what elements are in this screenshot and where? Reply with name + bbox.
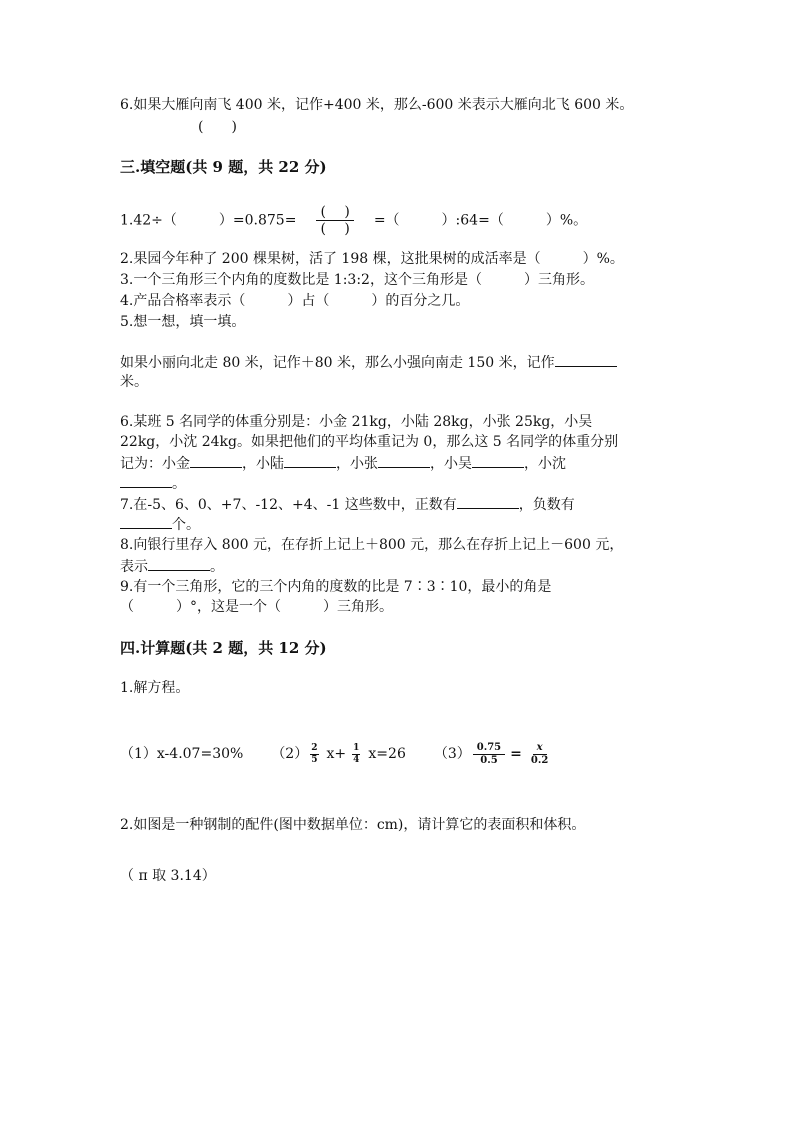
- fill-q1-part-a: 1.42÷（ ）=0.875=: [120, 212, 297, 229]
- judge-question-6: 6.如果大雁向南飞 400 米，记作+400 米，那么-600 米表示大雁向北飞 600 米。: [120, 97, 634, 113]
- fill-question-5: 5.想一想，填一填。: [120, 314, 246, 330]
- fill-q6-xiaozhang: ，小张: [336, 456, 378, 472]
- equation-3-fraction-2: [527, 742, 552, 767]
- eq2-f1-numerator: 2: [311, 742, 318, 753]
- fill-question-9-line-2: （ ）°，这是一个（ ）三角形。: [120, 599, 393, 615]
- equation-2-fraction-1: [310, 743, 318, 766]
- fill-q7-negative: ，负数有: [518, 497, 575, 513]
- equation-3-equals: =: [510, 746, 522, 762]
- eq2-f1-denominator: 5: [311, 754, 318, 765]
- equation-3-label: （3）: [433, 746, 471, 762]
- answer-blank[interactable]: [148, 556, 210, 571]
- equation-2-end: x=26: [368, 746, 406, 762]
- fill-q5-body: [120, 352, 617, 373]
- fill-q5-unit: 米。: [120, 374, 148, 390]
- section-3-title: 三.填空题(共 9 题，共 22 分): [120, 158, 327, 176]
- fill-q7-text: 7.在-5、6、0、+7、-12、+4、-1 这些数中，正数有: [120, 497, 457, 513]
- equation-1: （1）x-4.07=30%: [120, 746, 244, 762]
- calc-question-1: 1.解方程。: [120, 680, 190, 696]
- fill-question-6-line-1: 6.某班 5 名同学的体重分别是：小金 21kg，小陆 28kg，小张 25kg，小吴: [120, 414, 593, 430]
- fill-question-4: 4.产品合格率表示（ ）占（ ）的百分之几。: [120, 293, 470, 309]
- fill-q6-end: 。: [172, 476, 186, 492]
- answer-blank[interactable]: [457, 494, 519, 509]
- eq3-f2-numerator: x: [533, 742, 547, 755]
- answer-blank[interactable]: [284, 453, 336, 468]
- fill-question-3: 3.一个三角形三个内角的度数比是 1:3:2，这个三角形是（ ）三角形。: [120, 272, 594, 288]
- fill-q8-text: 表示: [120, 559, 148, 575]
- calc-question-2: 2.如图是一种钢制的配件(图中数据单位：cm)，请计算它的表面积和体积。: [120, 817, 586, 833]
- fill-question-6-line-3: [120, 453, 566, 474]
- equations-row: [120, 740, 554, 768]
- answer-blank[interactable]: [555, 352, 617, 367]
- fill-question-6-line-4: [120, 473, 186, 494]
- fill-question-9-line-1: 9.有一个三角形，它的三个内角的度数的比是 7∶3∶10，最小的角是: [120, 579, 552, 595]
- equation-2-fraction-2: [352, 743, 360, 766]
- fill-question-7-line-1: [120, 494, 575, 515]
- fill-q6-xiaojin: 记为：小金: [120, 456, 190, 472]
- fill-question-7-line-2: [120, 514, 200, 535]
- fill-q5-text: 如果小丽向北走 80 米，记作＋80 米，那么小强向南走 150 米，记作: [120, 355, 555, 371]
- fill-q1-denominator: ( ): [320, 221, 350, 237]
- equation-2-label: （2）: [271, 746, 309, 762]
- fill-q1-numerator: ( ): [316, 204, 353, 221]
- section-4-title: 四.计算题(共 2 题，共 12 分): [120, 639, 327, 657]
- fill-q8-end: 。: [210, 559, 224, 575]
- equation-3-fraction-1: [473, 742, 505, 767]
- fill-question-6-line-2: 22kg，小沈 24kg。如果把他们的平均体重记为 0，那么这 5 名同学的体重分别: [120, 434, 619, 450]
- fill-question-1: [120, 204, 587, 237]
- fill-q1-part-b: =（ ）:64=（ ）%。: [373, 212, 588, 229]
- judge-answer-paren: ( ): [198, 119, 237, 135]
- fill-question-8-line-2: [120, 556, 224, 577]
- answer-blank[interactable]: [120, 514, 172, 529]
- eq2-f2-numerator: 1: [353, 742, 360, 753]
- fill-q6-xiaowu: ，小吴: [430, 456, 472, 472]
- eq3-f1-numerator: 0.75: [473, 742, 505, 755]
- fill-q6-xiaoshen: ，小沈: [524, 456, 566, 472]
- fill-q7-unit: 个。: [172, 517, 200, 533]
- eq3-f1-denominator: 0.5: [480, 754, 498, 766]
- eq3-f2-denominator: 0.2: [530, 754, 549, 766]
- fill-question-8-line-1: 8.向银行里存入 800 元，在存折上记上＋800 元，那么在存折上记上－600 元，: [120, 537, 624, 553]
- fill-q6-xiaolu: ，小陆: [242, 456, 284, 472]
- fill-q1-fraction: [316, 204, 353, 237]
- fill-question-2: 2.果园今年种了 200 棵果树，活了 198 棵，这批果树的成活率是（ ）%。: [120, 251, 624, 267]
- answer-blank[interactable]: [120, 473, 172, 488]
- eq2-f2-denominator: 4: [353, 754, 360, 765]
- equation-2-middle: x+: [326, 746, 347, 762]
- answer-blank[interactable]: [472, 453, 524, 468]
- pi-note: （ π 取 3.14）: [120, 868, 216, 884]
- answer-blank[interactable]: [190, 453, 242, 468]
- answer-blank[interactable]: [378, 453, 430, 468]
